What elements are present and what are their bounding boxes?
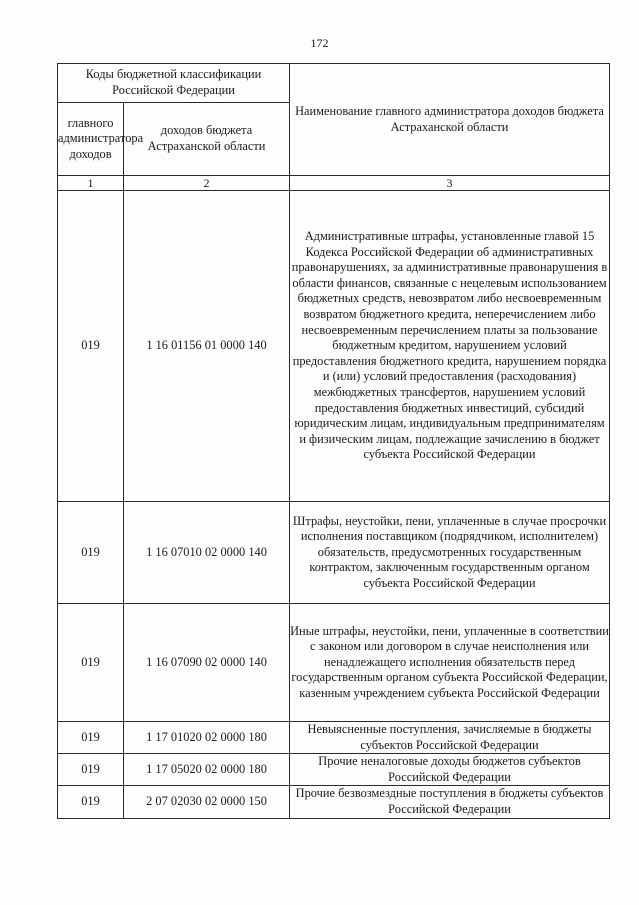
income-code-cell: 1 17 01020 02 0000 180 — [124, 722, 290, 754]
header-codes-group: Коды бюджетной классификации Российской Федерации — [58, 64, 290, 103]
budget-classification-table — [57, 63, 610, 819]
income-code-cell: 1 16 07010 02 0000 140 — [124, 502, 290, 604]
admin-code-cell: 019 — [58, 786, 124, 818]
income-name-cell: Прочие неналоговые доходы бюджетов субъектов Российской Федерации — [290, 754, 610, 786]
table-row — [58, 604, 610, 722]
header-income-column: доходов бюджета Астраханской области — [124, 103, 290, 176]
table-row — [58, 722, 610, 754]
admin-code-cell: 019 — [58, 722, 124, 754]
income-code-cell: 1 16 01156 01 0000 140 — [124, 191, 290, 502]
header-admin-column: главного администратора доходов — [58, 103, 124, 176]
header-name-column: Наименование главного администратора доходов бюджета Астраханской области — [290, 64, 610, 176]
table-row — [58, 191, 610, 502]
admin-code-cell: 019 — [58, 502, 124, 604]
table-row — [58, 754, 610, 786]
income-name-cell: Иные штрафы, неустойки, пени, уплаченные в соответствии с законом или договором в случае неисполнения или ненадлежащего исполнения обязательств перед государственным органом субъекта Российской Федерации, казенным учреждением субъекта Российской Федерации — [290, 604, 610, 722]
income-name-cell: Штрафы, неустойки, пени, уплаченные в случае просрочки исполнения поставщиком (подрядчиком, исполнителем) обязательств, предусмотренных государственным контрактом, заключенным государственным органом субъекта Российской Федерации — [290, 502, 610, 604]
admin-code-cell: 019 — [58, 754, 124, 786]
column-number-2: 2 — [124, 176, 290, 191]
table-row — [58, 786, 610, 818]
income-name-cell: Административные штрафы, установленные главой 15 Кодекса Российской Федерации об административных правонарушениях, за административные правонарушения в области финансов, связанные с нецелевым использованием бюджетных средств, невозвратом либо несвоевременным возвратом бюджетного кредита, неперечислением либо несвоевременным перечислением платы за пользование бюджетным кредитом, нарушением условий предоставления бюджетного кредита, нарушением порядка и (или) условий предоставления (расходования) межбюджетных трансфертов, нарушением условий предоставления бюджетных инвестиций, субсидий юридическим лицам, индивидуальным предпринимателям и физическим лицам, подлежащие зачислению в бюджет субъекта Российской Федерации — [290, 191, 610, 502]
income-code-cell: 1 17 05020 02 0000 180 — [124, 754, 290, 786]
table-row — [58, 502, 610, 604]
income-name-cell: Прочие безвозмездные поступления в бюджеты субъектов Российской Федерации — [290, 786, 610, 818]
admin-code-cell: 019 — [58, 191, 124, 502]
column-number-1: 1 — [58, 176, 124, 191]
income-code-cell: 2 07 02030 02 0000 150 — [124, 786, 290, 818]
income-code-cell: 1 16 07090 02 0000 140 — [124, 604, 290, 722]
column-number-3: 3 — [290, 176, 610, 191]
income-name-cell: Невыясненные поступления, зачисляемые в бюджеты субъектов Российской Федерации — [290, 722, 610, 754]
admin-code-cell: 019 — [58, 604, 124, 722]
page-number: 172 — [310, 36, 329, 50]
